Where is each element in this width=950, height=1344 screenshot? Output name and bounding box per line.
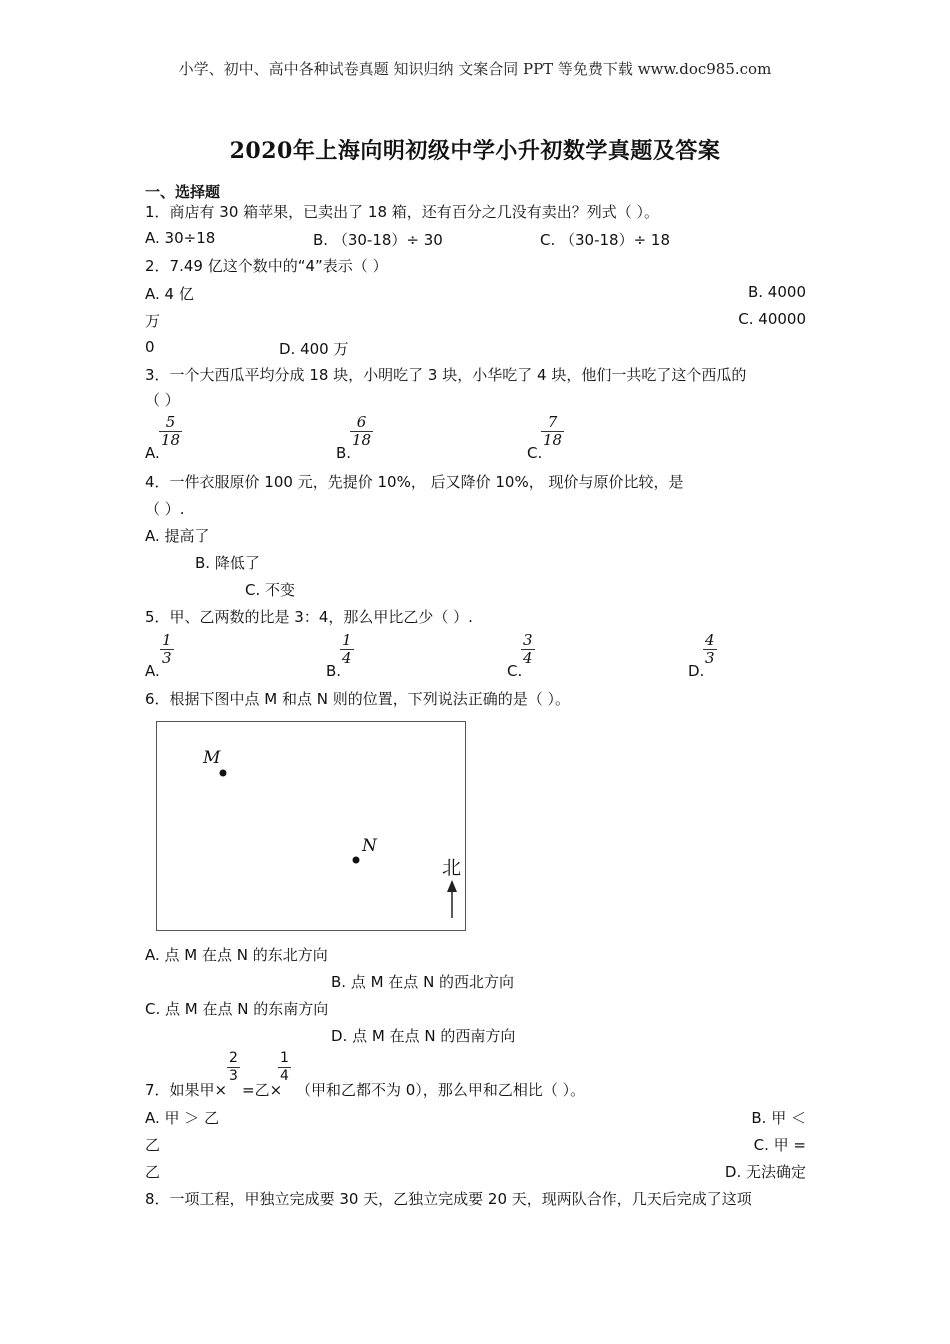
question-8-text: 8．一项工程，甲独立完成要 30 天，乙独立完成要 20 天，现两队合作，几天后完成了这项 [145, 1190, 752, 1208]
question-3-paren: （ ） [145, 391, 180, 409]
question-1-option-a: A. 30÷18 [145, 229, 216, 247]
question-5-option-a-fraction: $\frac{1}{3}$ [162, 631, 172, 667]
question-1-option-b: B. （30-18）÷ 30 [313, 231, 443, 249]
question-6-text: 6．根据下图中点 M 和点 N 则的位置，下列说法正确的是（ ）。 [145, 690, 571, 708]
question-3-option-b-fraction: $\frac{6}{18}$ [352, 413, 372, 449]
question-6-option-b: B. 点 M 在点 N 的西北方向 [331, 973, 515, 991]
question-3-option-a-fraction: $\frac{5}{18}$ [161, 413, 181, 449]
question-7-fraction-1: $\frac{2}{3}$ [229, 1050, 238, 1084]
point-n-dot [353, 857, 360, 864]
question-3-text: 3．一个大西瓜平均分成 18 块，小明吃了 3 块，小华吃了 4 块，他们一共吃了这个西瓜的 [145, 366, 747, 384]
question-2-text: 2．7.49 亿这个数中的“4”表示（ ） [145, 257, 388, 275]
section-heading: 一、选择题 [145, 183, 221, 201]
question-2-option-c-cont: 0 [145, 338, 155, 356]
question-4-option-b: B. 降低了 [195, 554, 260, 572]
question-7-option-b: B. 甲 ＜ [751, 1109, 806, 1127]
question-4-option-a: A. 提高了 [145, 527, 210, 545]
question-7-option-a: A. 甲 ＞ 乙 [145, 1109, 220, 1127]
question-5-option-d-fraction: $\frac{4}{3}$ [705, 631, 715, 667]
question-7-option-d: D. 无法确定 [724, 1163, 806, 1181]
question-4-paren: （ ）. [145, 500, 185, 518]
question-7-option-c-cont: 乙 [145, 1163, 161, 1181]
question-1-text: 1．商店有 30 箱苹果，已卖出了 18 箱，还有百分之几没有卖出？列式（ ）。 [145, 203, 660, 221]
question-3-option-c-fraction: $\frac{7}{18}$ [543, 413, 563, 449]
question-4-text: 4．一件衣服原价 100 元，先提价 10%， 后又降价 10%， 现价与原价比较，是 [145, 473, 684, 491]
question-6-option-a: A. 点 M 在点 N 的东北方向 [145, 946, 328, 964]
question-1-option-c: C. （30-18）÷ 18 [540, 231, 671, 249]
question-6-option-d: D. 点 M 在点 N 的西南方向 [331, 1027, 516, 1045]
question-7-fraction-2: $\frac{1}{4}$ [280, 1050, 289, 1084]
question-2-option-a: A. 4 亿 [145, 285, 194, 303]
page-title: 2020年上海向明初级中学小升初数学真题及答案 [229, 138, 721, 164]
question-5-text: 5．甲、乙两数的比是 3：4，那么甲比乙少（ ）. [145, 608, 473, 626]
north-label: 北 [442, 857, 462, 879]
question-5-option-c-label: C. [507, 662, 523, 680]
question-4-option-c: C. 不变 [245, 581, 296, 599]
point-m-dot [220, 770, 227, 777]
point-n-label: N [362, 836, 377, 856]
question-7-option-c: C. 甲 = [753, 1136, 806, 1154]
question-2-option-d: D. 400 万 [279, 340, 349, 358]
question-3-option-b-label: B. [336, 444, 352, 462]
question-5-option-d-label: D. [688, 662, 705, 680]
question-5-option-b-label: B. [326, 662, 342, 680]
question-3-option-c-label: C. [527, 444, 543, 462]
position-diagram [156, 721, 466, 931]
page-header: 小学、初中、高中各种试卷真题 知识归纳 文案合同 PPT 等免费下载 www.doc985.com [178, 60, 772, 78]
question-2-option-c: C. 40000 [738, 310, 806, 328]
north-arrow-head [447, 880, 457, 892]
question-7-option-b-cont: 乙 [145, 1136, 161, 1154]
question-2-option-b: B. 4000 [747, 283, 806, 301]
question-2-option-b-cont: 万 [145, 312, 161, 330]
question-6-option-c: C. 点 M 在点 N 的东南方向 [145, 1000, 329, 1018]
question-3-option-a-label: A. [145, 444, 160, 462]
question-7-middle: =乙× [242, 1081, 283, 1099]
question-5-option-a-label: A. [145, 662, 160, 680]
point-m-label: M [203, 748, 221, 768]
question-5-option-c-fraction: $\frac{3}{4}$ [523, 631, 533, 667]
question-7-suffix: （甲和乙都不为 0），那么甲和乙相比（ ）。 [296, 1081, 586, 1099]
question-5-option-b-fraction: $\frac{1}{4}$ [342, 631, 352, 667]
question-7-prefix: 7．如果甲× [145, 1081, 228, 1099]
